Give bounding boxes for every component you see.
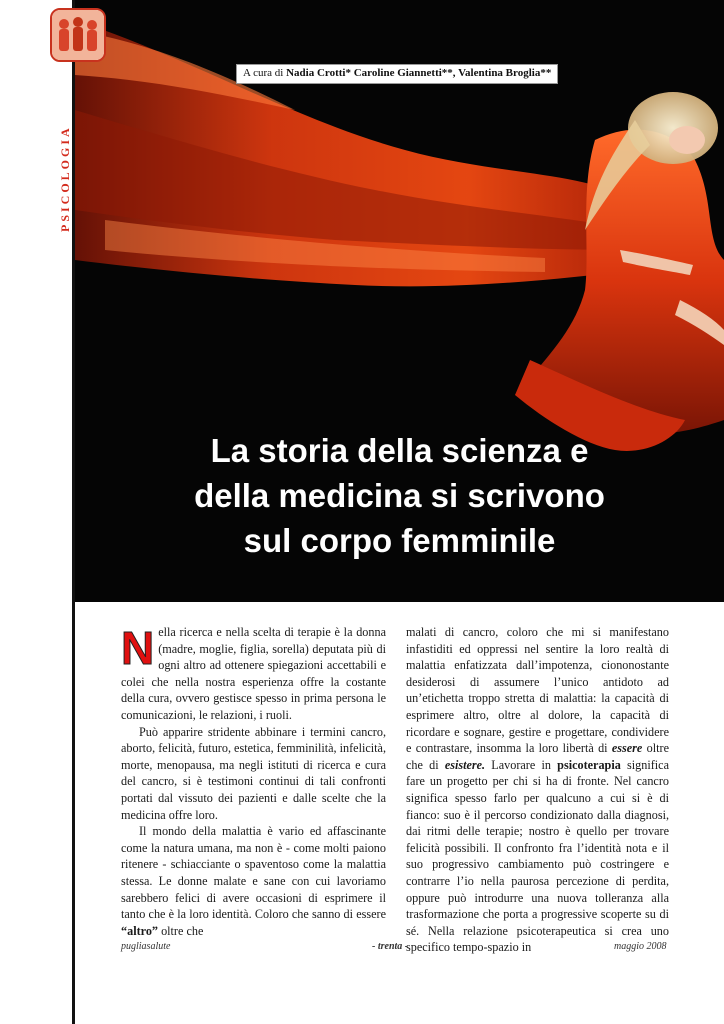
paragraph-text: malati di cancro, coloro che mi si manifestano infastiditi ed oppressi nel sentire la loro realtà di malattia enfatizzata dall’impotenza, ciononostante desiderosi di assumere l’unico antidoto ad un’etichetta troppo stretta di malattia: la capacità di esprimere altro, oltre al dolore, la capacità di ricordare e sognare, gestire e progettare, condividere e contrastare, insomma la loro libertà di xyxy=(406,625,669,756)
paragraph-text: ella ricerca e nella scelta di terapie è la donna (madre, moglie, figlia, sorella) deputata più di ogni altro ad ottenere spiegazioni accettabili e colei che nella nostra esperienza offre la costante della cura, ovvero gestisce spesso in prima persona le comunicazioni, le relazioni, i ruoli. xyxy=(121,625,386,722)
family-logo-icon xyxy=(52,10,104,60)
emphasis: “altro” xyxy=(121,923,159,938)
headline-line: della medicina si scrivono xyxy=(194,477,605,514)
paragraph xyxy=(121,624,386,724)
paragraph-text: Il mondo della malattia è vario ed affascinante come la natura umana, ma non è - come molti paiono ritenere - schiacciante o spaventoso come la malattia stessa. Le donne malate e sane con cui lavoriamo sarebbero felici di avere occasioni di esprimere il tanto che è la loro identità. Coloro che sanno di essere xyxy=(121,824,386,922)
paragraph-text: oltre che xyxy=(158,923,204,938)
headline-line: La storia della scienza e xyxy=(210,432,589,469)
paragraph-text: Lavorare in xyxy=(485,757,558,772)
article-column-left xyxy=(121,624,386,939)
article-column-right xyxy=(406,624,669,956)
emphasis: esistere. xyxy=(444,757,486,772)
magazine-logo xyxy=(50,8,106,62)
emphasis: psicoterapia xyxy=(557,757,621,772)
footer-publication: pugliasalute xyxy=(121,941,171,952)
footer-page-number: - trenta - xyxy=(372,941,409,952)
headline-line: sul corpo femminile xyxy=(243,522,556,559)
paragraph xyxy=(121,823,386,939)
emphasis: essere xyxy=(611,741,643,756)
drop-cap: N xyxy=(121,622,155,674)
article-headline xyxy=(75,428,724,563)
paragraph: Può apparire stridente abbinare i termini cancro, aborto, felicità, futuro, estetica, femminilità, infelicità, morte, menopausa, ma negli istituti di ricerca e cura del cancro, si è testimoni continui di tali confronti portati dal vissuto dei pazienti e dalle scelte che la medicina offre loro. xyxy=(121,724,386,822)
footer-date: maggio 2008 xyxy=(614,941,667,952)
byline xyxy=(236,64,558,84)
byline-authors: Nadia Crotti* Caroline Giannetti**, Valentina Broglia** xyxy=(286,67,552,79)
paragraph-text: oltre che di xyxy=(406,741,669,772)
paragraph-text: significa fare un progetto per chi si ha di fronte. Nel cancro significa spesso farlo per qualcuno a cui si è di fianco: suo è il percorso condizionato dalla diagnosi, dai ritmi delle terapie; nostro è quello per trovare felicità possibili. Il confronto fra l’identità nota e il suo progressivo cambiamento può costringere e contrarre l’io nella paurosa percezione di perdita, oppure può introdurre una nuova tolleranza alla trasformazione che porta a progressive scoperte su di sé. Nella relazione psicoterapeutica si crea uno specifico tempo-spazio in xyxy=(406,757,669,955)
paragraph xyxy=(406,624,669,956)
section-label: PSICOLOGIA xyxy=(58,125,72,232)
byline-prefix: A cura di xyxy=(243,67,284,79)
